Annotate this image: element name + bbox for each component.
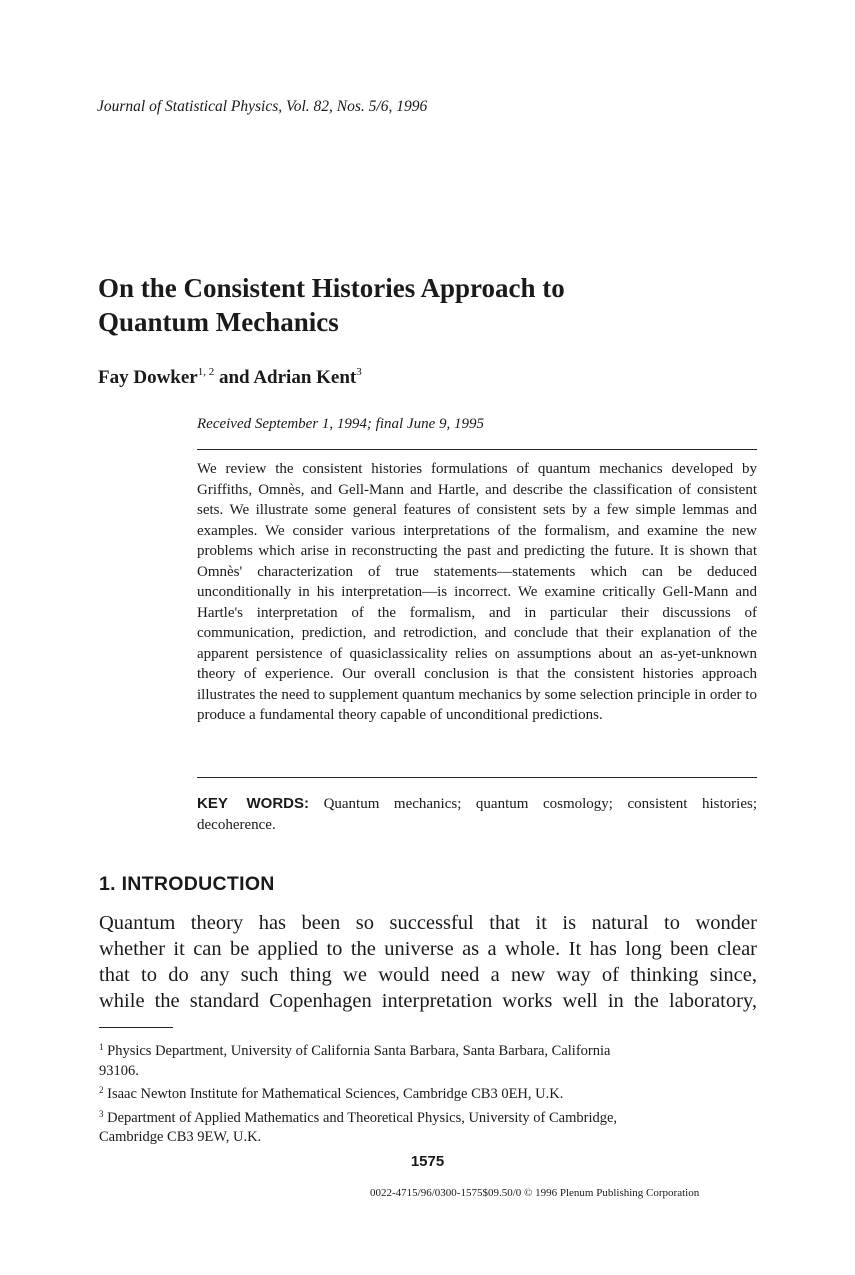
footnote-mark-1: 1 — [99, 1042, 104, 1052]
keywords-block — [197, 793, 757, 836]
footnote-text-1: Physics Department, University of California Santa Barbara, Santa Barbara, California — [107, 1043, 611, 1059]
abstract-text: We review the consistent histories formulations of quantum mechanics developed by Griffiths, Omnès, and Gell-Mann and Hartle, and describe the classification of consistent sets. We illustrate some general features of consistent sets by a few simple lemmas and examples. We consider various interpretations of the formalism, and examine the new problems which arise in reconstructing the past and predicting the future. It is shown that Omnès' characterization of true statements—statements which can be deduced unconditionally in his interpretation—is incorrect. We examine critically Gell-Mann and Hartle's interpretation of the formalism, and in particular their discussions of communication, prediction, and retrodiction, and conclude that their explanation of the apparent persistence of quasiclassicality relies on assumptions about an as-yet-unknown theory of experience. Our overall conclusion is that the consistent histories approach illustrates the need to supplement quantum mechanics by some selection principle in order to produce a fundamental theory capable of unconditional predictions. — [197, 461, 757, 723]
author-affiliation-mark-2: 3 — [356, 366, 362, 378]
footnote-continuation-3: Cambridge CB3 9EW, U.K. — [99, 1129, 262, 1145]
footnote-mark-2: 2 — [99, 1085, 104, 1095]
intro-line-3: that to do any such thing we would need a new way of thinking since, — [99, 964, 757, 986]
title-line-2: Quantum Mechanics — [98, 307, 339, 337]
intro-line-2: whether it can be applied to the universe as a whole. It has long been clear — [99, 938, 757, 960]
title-line-1: On the Consistent Histories Approach to — [98, 273, 565, 303]
copyright-line: 0022-4715/96/0300-1575$09.50/0 © 1996 Plenum Publishing Corporation — [370, 1187, 700, 1199]
received-dates: Received September 1, 1994; final June 9, 1995 — [197, 416, 484, 432]
author-affiliation-mark-1: 1, 2 — [197, 366, 215, 378]
intro-line-4: while the standard Copenhagen interpretation works well in the laboratory, — [99, 990, 757, 1012]
author-name-1: Fay Dowker — [98, 367, 198, 388]
journal-citation: Journal of Statistical Physics, Vol. 82, Nos. 5/6, 1996 — [97, 98, 428, 115]
footnote-1 — [99, 1038, 757, 1062]
author-connector: and — [214, 367, 254, 388]
footnote-rule — [99, 1027, 173, 1028]
footnote-mark-3: 3 — [99, 1108, 104, 1119]
keywords-label: KEY WORDS: — [197, 795, 310, 812]
intro-paragraph — [99, 910, 757, 1014]
footnote-text-3: Department of Applied Mathematics and Theoretical Physics, University of Cambridge, — [107, 1109, 618, 1126]
footnote-3 — [99, 1105, 757, 1129]
section-heading: 1. INTRODUCTION — [99, 873, 275, 895]
abstract-bottom-rule — [197, 777, 757, 778]
intro-line-1: Quantum theory has been so successful that it is natural to wonder — [99, 912, 757, 934]
footnotes — [99, 1038, 757, 1148]
page-number: 1575 — [410, 1153, 445, 1170]
abstract-top-rule — [197, 449, 757, 450]
footnote-2 — [99, 1081, 757, 1105]
author-list — [98, 366, 362, 389]
paper-title — [98, 271, 778, 339]
footnote-continuation-1: 93106. — [99, 1062, 139, 1079]
author-name-2: Adrian Kent — [253, 367, 357, 388]
keywords-text: Quantum mechanics; quantum cosmology; consistent histories; decoherence. — [197, 796, 758, 833]
footnote-text-2: Isaac Newton Institute for Mathematical Sciences, Cambridge CB3 0EH, U.K. — [107, 1086, 564, 1102]
